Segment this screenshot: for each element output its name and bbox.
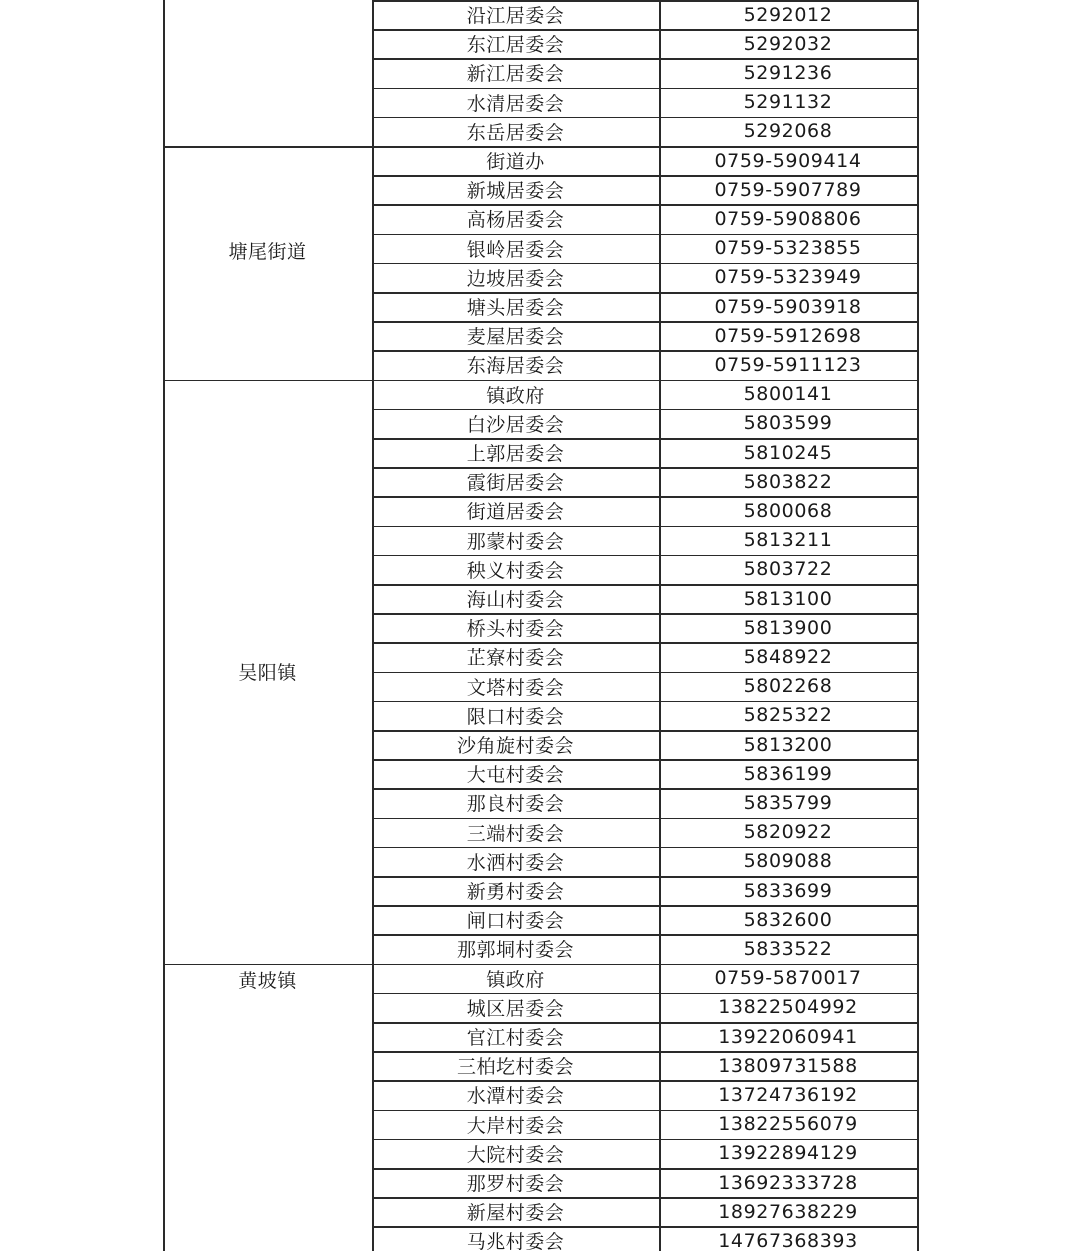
unit-name: 大院村委会	[466, 1143, 565, 1166]
unit-name: 那良村委会	[466, 793, 565, 816]
unit-name: 新屋村委会	[466, 1202, 565, 1225]
phone-number: 5803722	[743, 558, 833, 581]
unit-name: 镇政府	[486, 384, 545, 407]
phone-number: 5813900	[743, 616, 833, 639]
unit-name: 城区居委会	[466, 997, 565, 1020]
phone-number: 13822556079	[718, 1113, 858, 1136]
phone-number: 0759-5909414	[714, 149, 862, 172]
phone-number: 5813200	[743, 733, 833, 756]
phone-number: 0759-5911123	[714, 353, 862, 376]
phone-number: 5291132	[743, 91, 833, 114]
phone-number: 0759-5323855	[714, 237, 862, 260]
town-name: 吴阳镇	[238, 662, 297, 685]
unit-name: 闸口村委会	[466, 910, 565, 933]
unit-name: 沿江居委会	[466, 5, 565, 28]
phone-number: 14767368393	[718, 1229, 858, 1252]
unit-name: 新勇村委会	[466, 881, 565, 904]
unit-name: 霞街居委会	[466, 472, 565, 495]
unit-name: 水洒村委会	[466, 851, 565, 874]
unit-name: 沙角旋村委会	[456, 735, 574, 758]
unit-name: 街道居委会	[466, 501, 565, 524]
phone-number: 5292012	[743, 3, 833, 26]
phone-number: 5292068	[743, 120, 833, 143]
phone-number: 5800141	[743, 383, 833, 406]
unit-name: 街道办	[486, 151, 545, 174]
unit-name: 东岳居委会	[466, 121, 565, 144]
phone-number: 13922060941	[718, 1025, 858, 1048]
unit-name: 麦屋居委会	[466, 326, 565, 349]
unit-name: 水清居委会	[466, 92, 565, 115]
unit-name: 新江居委会	[466, 63, 565, 86]
unit-name: 文塔村委会	[466, 676, 565, 699]
unit-name: 东海居委会	[466, 355, 565, 378]
phone-number: 5835799	[743, 791, 833, 814]
phone-number: 5813211	[743, 529, 833, 552]
phone-number: 0759-5908806	[714, 207, 862, 230]
phone-number: 13922894129	[718, 1142, 858, 1165]
phone-number: 5802268	[743, 675, 833, 698]
phone-number: 5825322	[743, 704, 833, 727]
unit-name: 那郭垌村委会	[456, 939, 574, 962]
phone-number: 5809088	[743, 850, 833, 873]
unit-name: 水潭村委会	[466, 1085, 565, 1108]
unit-name: 桥头村委会	[466, 618, 565, 641]
unit-name: 白沙居委会	[466, 413, 565, 436]
table-rule	[917, 0, 919, 1251]
phone-number: 5848922	[743, 645, 833, 668]
unit-name: 官江村委会	[466, 1027, 565, 1050]
phone-number: 5820922	[743, 821, 833, 844]
unit-name: 上郭居委会	[466, 443, 565, 466]
unit-name: 马兆村委会	[466, 1231, 565, 1254]
phone-number: 5800068	[743, 499, 833, 522]
phone-number: 5292032	[743, 32, 833, 55]
unit-name: 镇政府	[486, 968, 545, 991]
phone-number: 18927638229	[718, 1200, 858, 1223]
phone-number: 5810245	[743, 441, 833, 464]
phone-number: 5813100	[743, 587, 833, 610]
phone-number: 13809731588	[718, 1054, 858, 1077]
phone-number: 13822504992	[718, 996, 858, 1019]
phone-number: 0759-5903918	[714, 295, 862, 318]
phone-number: 13692333728	[718, 1171, 858, 1194]
phone-number: 5833522	[743, 937, 833, 960]
phone-number: 13724736192	[718, 1083, 858, 1106]
phone-number: 0759-5912698	[714, 324, 862, 347]
phone-number: 0759-5907789	[714, 178, 862, 201]
phone-number: 5291236	[743, 61, 833, 84]
unit-name: 东江居委会	[466, 34, 565, 57]
phone-number: 5833699	[743, 879, 833, 902]
phone-number: 0759-5870017	[714, 967, 862, 990]
unit-name: 边坡居委会	[466, 267, 565, 290]
phone-number: 5803822	[743, 470, 833, 493]
town-name: 黄坡镇	[238, 969, 297, 992]
phone-number: 5803599	[743, 412, 833, 435]
phone-number: 5832600	[743, 908, 833, 931]
town-name: 塘尾街道	[228, 241, 307, 264]
unit-name: 三柏圪村委会	[456, 1056, 574, 1079]
town-name	[163, 0, 372, 146]
unit-name: 新城居委会	[466, 180, 565, 203]
phone-number: 5836199	[743, 762, 833, 785]
unit-name: 芷寮村委会	[466, 647, 565, 670]
unit-name: 限口村委会	[466, 705, 565, 728]
unit-name: 那蒙村委会	[466, 530, 565, 553]
unit-name: 那罗村委会	[466, 1173, 565, 1196]
phone-number: 0759-5323949	[714, 266, 862, 289]
unit-name: 三端村委会	[466, 822, 565, 845]
unit-name: 塘头居委会	[466, 297, 565, 320]
unit-name: 秧义村委会	[466, 559, 565, 582]
unit-name: 银岭居委会	[466, 238, 565, 261]
unit-name: 大岸村委会	[466, 1114, 565, 1137]
unit-name: 海山村委会	[466, 589, 565, 612]
unit-name: 大屯村委会	[466, 764, 565, 787]
unit-name: 高杨居委会	[466, 209, 565, 232]
